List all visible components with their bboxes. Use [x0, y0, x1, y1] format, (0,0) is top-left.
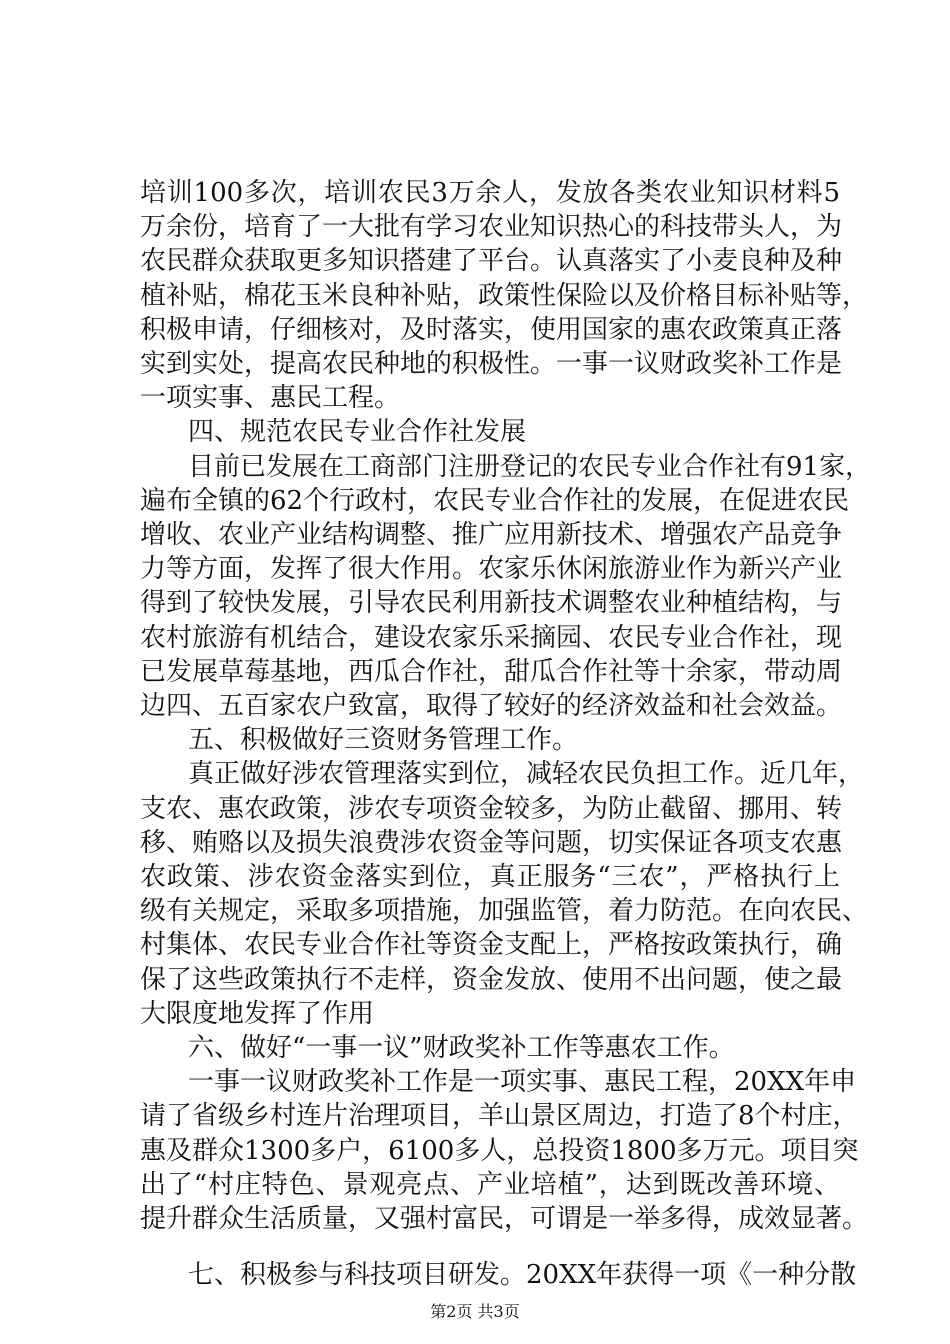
paragraph-line: 农政策、涉农资金落实到位，真正服务“三农”，严格执行上 [140, 862, 840, 892]
section-heading: 五、积极做好三资财务管理工作。 [188, 725, 579, 755]
paragraph-line: 请了省级乡村连片治理项目，羊山景区周边，打造了8个村庄， [140, 1101, 859, 1131]
section-heading: 六、做好“一事一议”财政奖补工作等惠农工作。 [188, 1033, 735, 1063]
paragraph-line: 力等方面，发挥了很大作用。农家乐休闲旅游业作为新兴产业 [140, 554, 843, 584]
paragraph-line: 积极申请，仔细核对，及时落实，使用国家的惠农政策真正落 [140, 315, 843, 345]
paragraph-line: 一事一议财政奖补工作是一项实事、惠民工程，20XX年申 [188, 1067, 857, 1097]
paragraph-line: 一项实事、惠民工程。 [140, 383, 401, 413]
paragraph-line: 边四、五百家农户致富，取得了较好的经济效益和社会效益。 [140, 691, 843, 721]
paragraph-line: 级有关规定，采取多项措施，加强监管，着力防范。在向农民、 [140, 896, 869, 926]
paragraph-line: 农民群众获取更多知识搭建了平台。认真落实了小麦良种及种 [140, 246, 843, 276]
paragraph-line: 村集体、农民专业合作社等资金支配上，严格按政策执行，确 [140, 930, 843, 960]
paragraph-line: 大限度地发挥了作用 [140, 999, 375, 1029]
paragraph-line: 移、贿赂以及损失浪费涉农资金等问题，切实保证各项支农惠 [140, 828, 843, 858]
paragraph-line: 遍布全镇的62个行政村，农民专业合作社的发展，在促进农民 [140, 486, 850, 516]
paragraph-line: 支农、惠农政策，涉农专项资金较多，为防止截留、挪用、转 [140, 794, 843, 824]
paragraph-line: 目前已发展在工商部门注册登记的农民专业合作社有91家， [188, 452, 872, 482]
section-heading: 七、积极参与科技项目研发。20XX年获得一项《一种分散 [188, 1260, 857, 1290]
paragraph-line: 培训100多次，培训农民3万余人，发放各类农业知识材料5 [140, 178, 840, 208]
paragraph-line: 出了“村庄特色、景观亮点、产业培植”，达到既改善环境、 [140, 1170, 840, 1200]
paragraph-line: 实到实处，提高农民种地的积极性。一事一议财政奖补工作是 [140, 349, 843, 379]
paragraph-line: 真正做好涉农管理落实到位，减轻农民负担工作。近几年， [188, 759, 865, 789]
paragraph-line: 提升群众生活质量，又强村富民，可谓是一举多得，成效显著。 [140, 1204, 869, 1234]
paragraph-line: 增收、农业产业结构调整、推广应用新技术、增强农产品竞争 [140, 520, 843, 550]
paragraph-line: 已发展草莓基地，西瓜合作社，甜瓜合作社等十余家，带动周 [140, 657, 843, 687]
paragraph-line: 保了这些政策执行不走样，资金发放、使用不出问题，使之最 [140, 965, 843, 995]
paragraph-line: 惠及群众1300多户，6100多人，总投资1800多万元。项目突 [140, 1136, 859, 1166]
paragraph-line: 万余份，培育了一大批有学习农业知识热心的科技带头人，为 [140, 212, 843, 242]
page-number-footer: 第2页 共3页 [430, 1302, 520, 1321]
section-heading: 四、规范农民专业合作社发展 [188, 417, 527, 447]
paragraph-line: 植补贴，棉花玉米良种补贴，政策性保险以及价格目标补贴等， [140, 281, 869, 311]
paragraph-line: 得到了较快发展，引导农民利用新技术调整农业种植结构，与 [140, 588, 843, 618]
paragraph-line: 农村旅游有机结合，建设农家乐采摘园、农民专业合作社，现 [140, 623, 843, 653]
